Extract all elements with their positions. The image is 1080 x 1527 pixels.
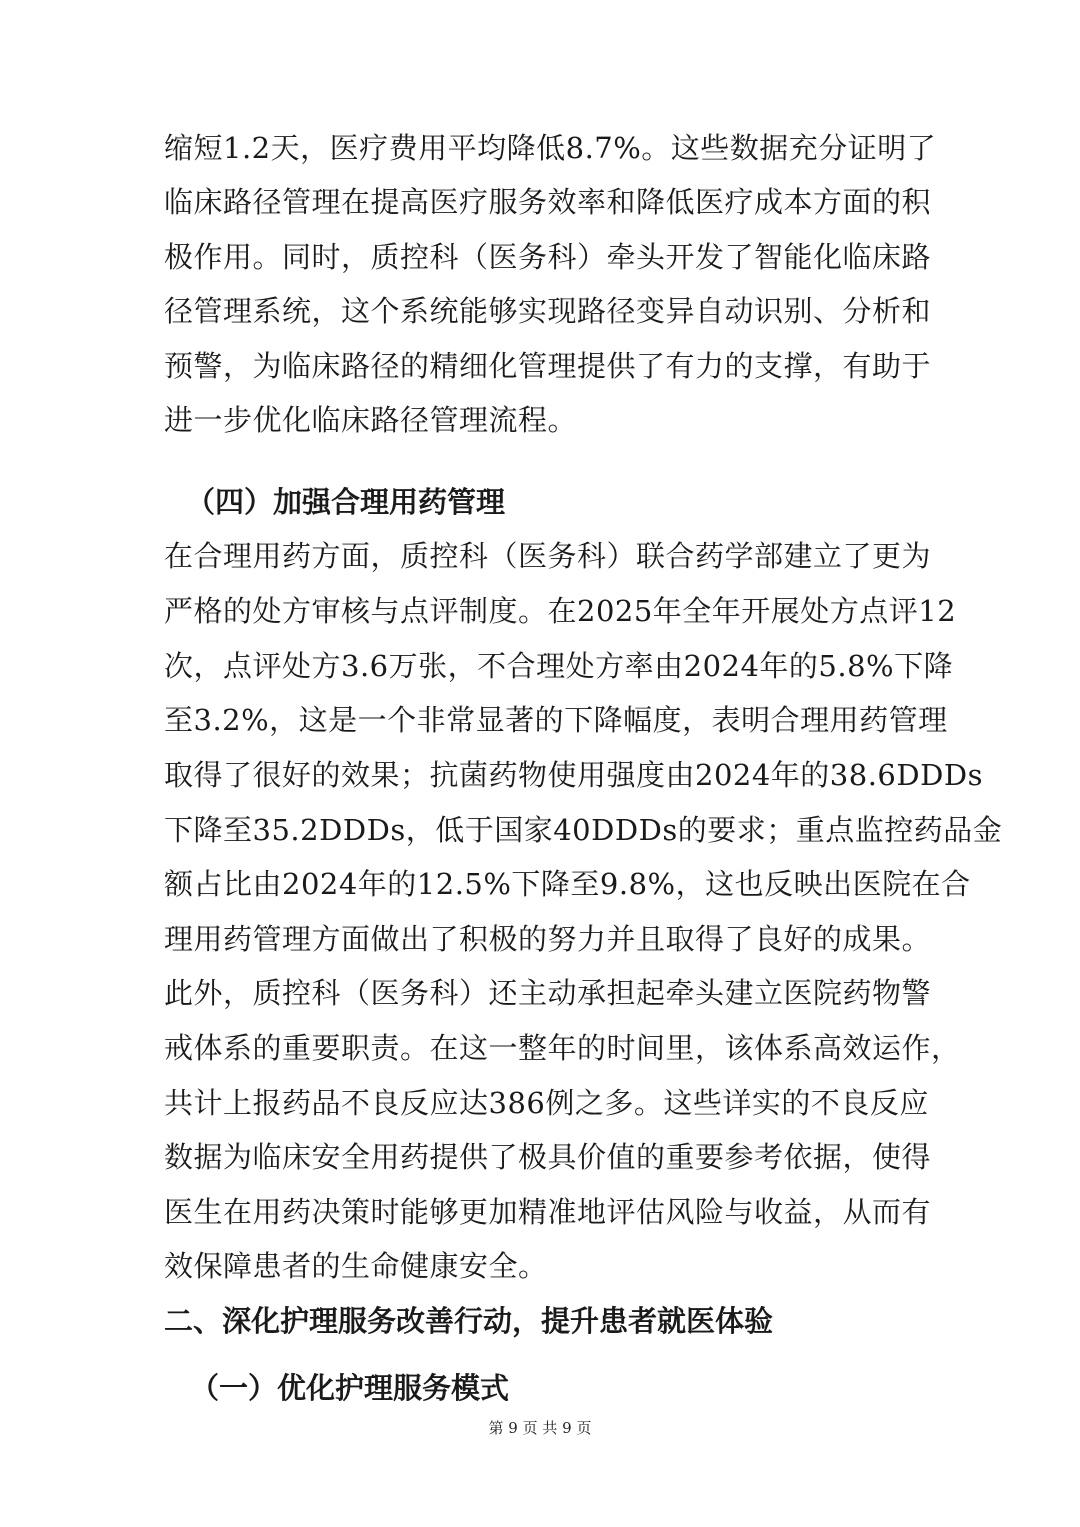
section-heading: （四）加强合理用药管理 [186,485,506,519]
body-text-line: 缩短1.2天，医疗费用平均降低8.7%。这些数据充分证明了 [164,131,937,165]
body-text-line: 戒体系的重要职责。在这一整年的时间里，该体系高效运作， [164,1031,961,1065]
body-text-line: 在合理用药方面，质控科（医务科）联合药学部建立了更为 [164,539,932,573]
body-text-line: 极作用。同时，质控科（医务科）牵头开发了智能化临床路 [164,240,932,274]
body-text-line: 此外，质控科（医务科）还主动承担起牵头建立医院药物警 [164,976,932,1010]
body-text-line: 医生在用药决策时能够更加精准地评估风险与收益，从而有 [164,1195,932,1229]
body-text-line: 额占比由2024年的12.5%下降至9.8%，这也反映出医院在合 [164,867,971,901]
body-text-line: 临床路径管理在提高医疗服务效率和降低医疗成本方面的积 [164,185,932,219]
body-text-line: 取得了很好的效果；抗菌药物使用强度由2024年的38.6DDDs [164,758,984,792]
body-text-line: 数据为临床安全用药提供了极具价值的重要参考依据，使得 [164,1140,932,1174]
body-text-line: 次，点评处方3.6万张，不合理处方率由2024年的5.8%下降 [164,649,954,683]
body-text-line: 径管理系统，这个系统能够实现路径变异自动识别、分析和 [164,294,932,328]
body-text-line: 共计上报药品不良反应达386例之多。这些详实的不良反应 [164,1086,929,1120]
page-number-footer: 第 9 页 共 9 页 [488,1419,592,1437]
section-heading: （一）优化护理服务模式 [190,1371,510,1405]
body-text-line: 预警，为临床路径的精细化管理提供了有力的支撑，有助于 [164,349,932,383]
body-text-line: 理用药管理方面做出了积极的努力并且取得了良好的成果。 [164,922,932,956]
body-text-line: 效保障患者的生命健康安全。 [164,1249,548,1283]
body-text-line: 进一步优化临床路径管理流程。 [164,403,578,437]
body-text-line: 下降至35.2DDDs，低于国家40DDDs的要求；重点监控药品金 [164,813,1003,847]
chapter-heading: 二、深化护理服务改善行动，提升患者就医体验 [164,1304,774,1338]
body-text-line: 严格的处方审核与点评制度。在2025年全年开展处方点评12 [164,594,957,628]
body-text-line: 至3.2%，这是一个非常显著的下降幅度，表明合理用药管理 [164,703,948,737]
